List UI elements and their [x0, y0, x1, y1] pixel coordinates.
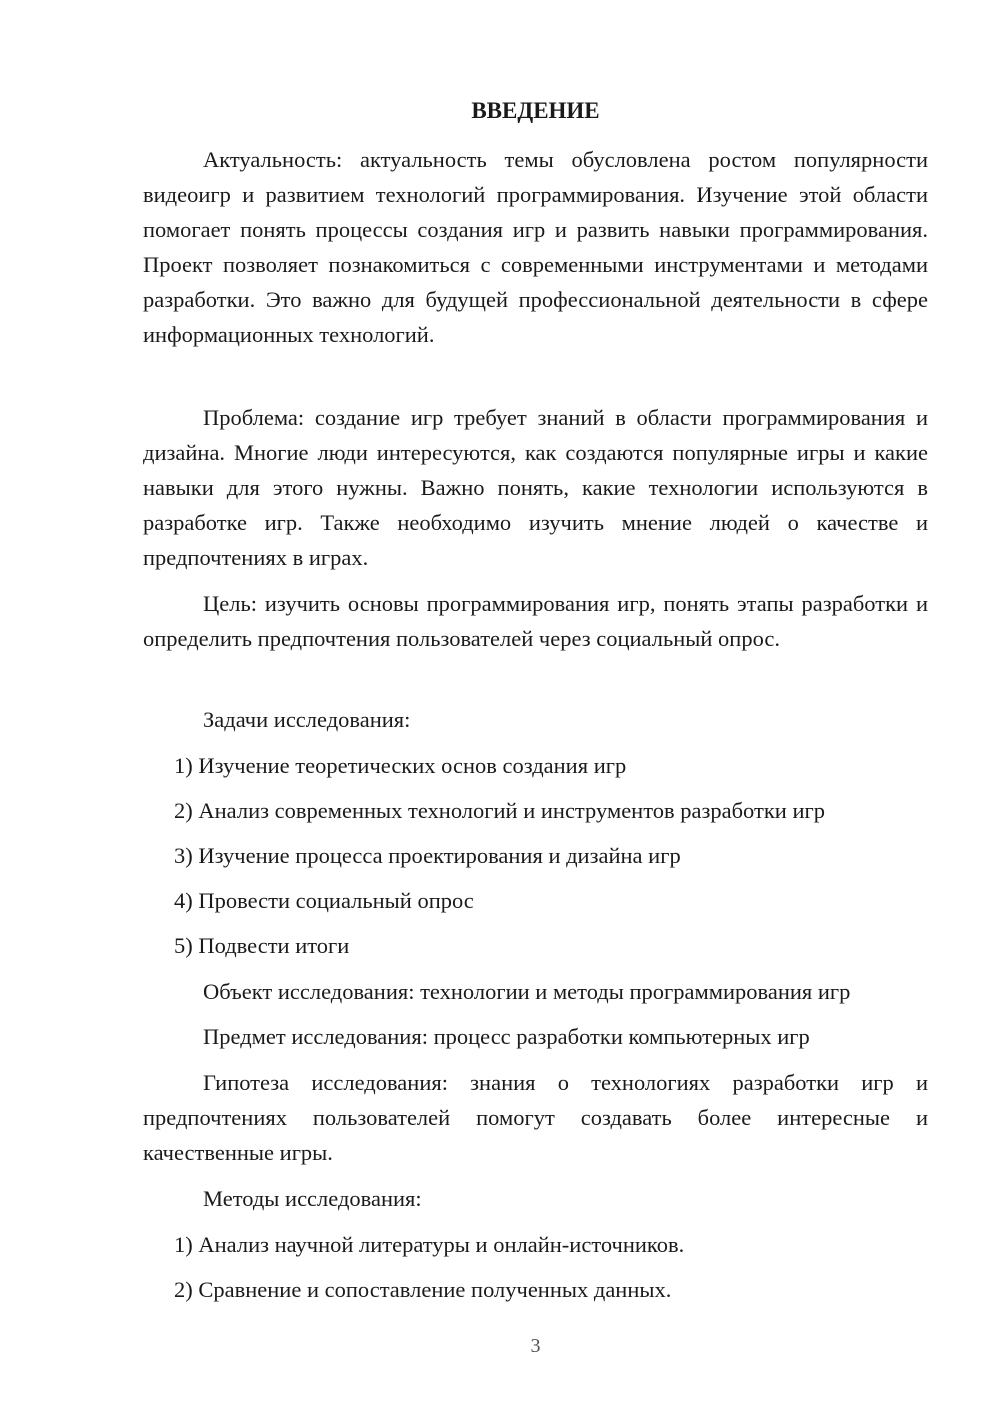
relevance-paragraph: Актуальность: актуальность темы обусловлена ростом популярности видеоигр и развитием технологий программирования. Изучение этой области помогает понять процессы создания игр и развить навыки программирования. Проект позволяет познакомиться с современными инструментами и методами разработки. Это важно для будущей профессиональной деятельности в сфере информационных технологий.	[143, 147, 928, 347]
goal-paragraph: Цель: изучить основы программирования игр, понять этапы разработки и определить предпочтения пользователей через социальный опрос.	[143, 591, 928, 651]
page-number: 3	[530, 1335, 541, 1357]
problem-paragraph: Проблема: создание игр требует знаний в области программирования и дизайна. Многие люди интересуются, как создаются популярные игры и какие навыки для этого нужны. Важно понять, какие технологии используются в разработке игр. Также необходимо изучить мнение людей о качестве и предпочтениях в играх.	[143, 405, 928, 570]
hypothesis-paragraph: Гипотеза исследования: знания о технологиях разработки игр и предпочтениях пользователей помогут создавать более интересные и качественные игры.	[143, 1070, 928, 1165]
page-title: ВВЕДЕНИЕ	[471, 98, 600, 123]
task-item: 1) Изучение теоретических основ создания игр	[174, 753, 627, 778]
method-item: 1) Анализ научной литературы и онлайн-источников.	[174, 1232, 685, 1257]
research-object: Объект исследования: технологии и методы программирования игр	[203, 979, 851, 1004]
tasks-heading: Задачи исследования:	[203, 707, 411, 732]
method-item: 2) Сравнение и сопоставление полученных данных.	[174, 1277, 672, 1302]
research-subject: Предмет исследования: процесс разработки компьютерных игр	[203, 1024, 810, 1049]
task-item: 4) Провести социальный опрос	[174, 888, 474, 913]
task-item: 2) Анализ современных технологий и инструментов разработки игр	[174, 798, 825, 823]
task-item: 5) Подвести итоги	[174, 933, 350, 958]
methods-heading: Методы исследования:	[203, 1186, 422, 1211]
task-item: 3) Изучение процесса проектирования и дизайна игр	[174, 843, 681, 868]
